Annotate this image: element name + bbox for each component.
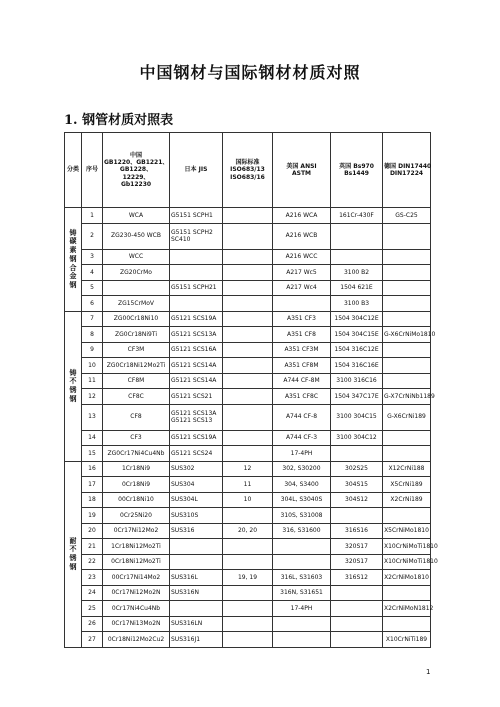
uk-grade-cell bbox=[331, 508, 383, 524]
germany-grade-cell bbox=[383, 280, 431, 296]
header-china bbox=[103, 133, 170, 208]
seq-cell: 15 bbox=[82, 446, 103, 462]
iso-grade-cell bbox=[223, 389, 273, 405]
china-grade-cell: ZG0Cr18Ni9Ti bbox=[103, 327, 170, 343]
usa-grade-cell bbox=[273, 632, 331, 648]
japan-grade-cell bbox=[170, 477, 223, 493]
japan-grade-cell bbox=[170, 311, 223, 327]
usa-grade-cell: A351 CF3 bbox=[273, 311, 331, 327]
germany-grade-cell: X2CrNiMoN1812 bbox=[383, 601, 431, 617]
usa-grade-cell: A216 WCC bbox=[273, 249, 331, 265]
japan-grade-cell bbox=[170, 373, 223, 389]
japan-grade-line: SUS302 bbox=[171, 465, 195, 473]
china-grade-cell: CF3 bbox=[103, 430, 170, 446]
iso-grade-cell bbox=[223, 311, 273, 327]
japan-grade-cell bbox=[170, 570, 223, 586]
japan-grade-cell bbox=[170, 389, 223, 405]
china-grade-cell: CF8M bbox=[103, 373, 170, 389]
japan-grade-line: SUS316LN bbox=[171, 620, 203, 628]
table-row bbox=[65, 404, 431, 430]
japan-grade-cell bbox=[170, 492, 223, 508]
germany-grade-cell: GS-C25 bbox=[383, 208, 431, 224]
header-line: DIN17224 bbox=[389, 170, 424, 177]
japan-grade-line: G5121 SCS24 bbox=[171, 449, 213, 457]
table-row bbox=[65, 632, 431, 648]
usa-grade-cell: 310S, S31008 bbox=[273, 508, 331, 524]
table-row bbox=[65, 327, 431, 343]
category-cell: 耐 不 锈 钢 bbox=[65, 461, 82, 647]
table-row bbox=[65, 523, 431, 539]
japan-grade-line: G5121 SCS19A bbox=[171, 434, 217, 442]
header-line: 中国 bbox=[129, 152, 142, 160]
table-body bbox=[65, 208, 438, 648]
japan-grade-line: G5151 SCPH21 bbox=[171, 284, 217, 292]
header-line: ISO683/13 bbox=[230, 166, 265, 174]
usa-grade-cell: 304L, S3040S bbox=[273, 492, 331, 508]
japan-grade-cell bbox=[170, 461, 223, 477]
iso-grade-cell: 19, 19 bbox=[223, 570, 273, 586]
china-grade-cell: 0Cr18Ni9 bbox=[103, 477, 170, 493]
header-line: GB1228、 bbox=[119, 166, 153, 174]
japan-grade-cell bbox=[170, 554, 223, 570]
iso-grade-cell: 11 bbox=[223, 477, 273, 493]
japan-grade-cell bbox=[170, 358, 223, 374]
table-row bbox=[65, 223, 431, 249]
china-grade-cell: ZG15CrMoV bbox=[103, 296, 170, 312]
seq-cell: 11 bbox=[82, 373, 103, 389]
china-grade-cell: 1Cr18Ni12Mo2Ti bbox=[103, 539, 170, 555]
material-table bbox=[64, 132, 438, 648]
germany-grade-cell bbox=[383, 508, 431, 524]
usa-grade-cell: A351 CF8C bbox=[273, 389, 331, 405]
japan-grade-cell bbox=[170, 208, 223, 224]
iso-grade-cell bbox=[223, 223, 273, 249]
uk-grade-cell: 161Cr-430F bbox=[331, 208, 383, 224]
germany-grade-cell: G-X7CrNiNb1189 bbox=[383, 389, 431, 405]
header-line: Gb12230 bbox=[120, 180, 152, 188]
usa-grade-cell: A744 CF-8M bbox=[273, 373, 331, 389]
table-row bbox=[65, 601, 431, 617]
uk-grade-cell: 302S25 bbox=[331, 461, 383, 477]
japan-grade-line: SUS316 bbox=[171, 527, 195, 535]
seq-cell: 13 bbox=[82, 404, 103, 430]
uk-grade-cell bbox=[331, 616, 383, 632]
seq-cell: 24 bbox=[82, 585, 103, 601]
china-grade-cell: CF8 bbox=[103, 404, 170, 430]
japan-grade-cell bbox=[170, 523, 223, 539]
header-category: 分类 bbox=[65, 133, 82, 208]
usa-grade-cell: 17-4PH bbox=[273, 601, 331, 617]
iso-grade-cell bbox=[223, 280, 273, 296]
header-line: ASTM bbox=[291, 170, 312, 177]
japan-grade-cell bbox=[170, 508, 223, 524]
germany-grade-cell bbox=[383, 446, 431, 462]
china-grade-cell: 0Cr18Ni12Mo2Cu2 bbox=[103, 632, 170, 648]
header-line: 12229、 bbox=[122, 173, 150, 181]
header-germany bbox=[383, 133, 431, 208]
uk-grade-cell bbox=[331, 632, 383, 648]
china-grade-cell: ZG00Cr18Ni10 bbox=[103, 311, 170, 327]
germany-grade-cell: X10CrNiMoTi1810 bbox=[383, 539, 431, 555]
header-line: 德国 DIN17440 bbox=[384, 162, 432, 170]
seq-cell: 26 bbox=[82, 616, 103, 632]
usa-grade-cell: A351 CF3M bbox=[273, 342, 331, 358]
usa-grade-cell: 316L, S31603 bbox=[273, 570, 331, 586]
iso-grade-cell bbox=[223, 616, 273, 632]
table-row bbox=[65, 539, 431, 555]
germany-grade-cell: X10CrNiTi189 bbox=[383, 632, 431, 648]
iso-grade-cell bbox=[223, 208, 273, 224]
seq-cell: 5 bbox=[82, 280, 103, 296]
seq-cell: 18 bbox=[82, 492, 103, 508]
uk-grade-cell: 1504 316C16E bbox=[331, 358, 383, 374]
iso-grade-cell: 10 bbox=[223, 492, 273, 508]
usa-grade-cell: A216 WCA bbox=[273, 208, 331, 224]
table-row bbox=[65, 358, 431, 374]
iso-grade-cell bbox=[223, 249, 273, 265]
table-row bbox=[65, 477, 431, 493]
seq-cell: 3 bbox=[82, 249, 103, 265]
uk-grade-cell: 304S15 bbox=[331, 477, 383, 493]
japan-grade-line: G5121 SCS14A bbox=[171, 361, 217, 369]
germany-grade-cell bbox=[383, 223, 431, 249]
usa-grade-cell: 316, S31600 bbox=[273, 523, 331, 539]
germany-grade-cell bbox=[383, 358, 431, 374]
japan-grade-cell bbox=[170, 280, 223, 296]
usa-grade-cell: 316N, S31651 bbox=[273, 585, 331, 601]
uk-grade-cell bbox=[331, 223, 383, 249]
header-line: GB1220、GB1221、 bbox=[104, 159, 169, 167]
japan-grade-line: SC410 bbox=[171, 236, 191, 243]
germany-grade-cell bbox=[383, 430, 431, 446]
table-row bbox=[65, 265, 431, 281]
japan-grade-line: G5121 SCS21 bbox=[171, 392, 213, 400]
germany-grade-cell bbox=[383, 585, 431, 601]
uk-grade-cell: 1504 304C12E bbox=[331, 311, 383, 327]
china-grade-cell: ZG0Cr18Ni12Mo2Ti bbox=[103, 358, 170, 374]
uk-grade-cell: 3100 304C12 bbox=[331, 430, 383, 446]
japan-grade-cell bbox=[170, 296, 223, 312]
uk-grade-cell: 316S12 bbox=[331, 570, 383, 586]
germany-grade-cell bbox=[383, 342, 431, 358]
china-grade-cell: 0Cr17Ni4Cu4Nb bbox=[103, 601, 170, 617]
germany-grade-cell: X10CrNiMoTi1810 bbox=[383, 554, 431, 570]
japan-grade-cell bbox=[170, 342, 223, 358]
page-number: 1 bbox=[426, 668, 431, 676]
seq-cell: 10 bbox=[82, 358, 103, 374]
iso-grade-cell bbox=[223, 554, 273, 570]
germany-grade-cell bbox=[383, 311, 431, 327]
uk-grade-cell bbox=[331, 601, 383, 617]
germany-grade-cell bbox=[383, 265, 431, 281]
seq-cell: 25 bbox=[82, 601, 103, 617]
uk-grade-cell: 3100 B3 bbox=[331, 296, 383, 312]
japan-grade-line: G5151 SCPH1 bbox=[171, 211, 213, 219]
uk-grade-cell: 1504 621E bbox=[331, 280, 383, 296]
germany-grade-cell: X2CrNiMo1810 bbox=[383, 570, 431, 586]
header-uk bbox=[331, 133, 383, 208]
uk-grade-cell: 320S17 bbox=[331, 539, 383, 555]
japan-grade-line: G5121 SCS13 bbox=[171, 417, 213, 424]
header-line: ISO683/16 bbox=[230, 173, 265, 181]
usa-grade-cell: A351 CF8 bbox=[273, 327, 331, 343]
japan-grade-cell bbox=[170, 585, 223, 601]
japan-grade-line: SUS316N bbox=[171, 589, 199, 597]
table-row bbox=[65, 296, 431, 312]
seq-cell: 16 bbox=[82, 461, 103, 477]
japan-grade-cell bbox=[170, 632, 223, 648]
seq-cell: 21 bbox=[82, 539, 103, 555]
table-row bbox=[65, 249, 431, 265]
uk-grade-cell bbox=[331, 446, 383, 462]
uk-grade-cell: 304S12 bbox=[331, 492, 383, 508]
china-grade-cell: WCA bbox=[103, 208, 170, 224]
page-title: 中国钢材与国际钢材材质对照 bbox=[139, 63, 361, 82]
japan-grade-line: G5121 SCS16A bbox=[171, 346, 217, 354]
table-row bbox=[65, 616, 431, 632]
germany-grade-cell bbox=[383, 373, 431, 389]
japan-grade-cell bbox=[170, 539, 223, 555]
germany-grade-cell: X12CrNi188 bbox=[383, 461, 431, 477]
table-header-row bbox=[65, 133, 431, 208]
table-row bbox=[65, 492, 431, 508]
seq-cell: 4 bbox=[82, 265, 103, 281]
table-row bbox=[65, 342, 431, 358]
usa-grade-cell bbox=[273, 296, 331, 312]
seq-cell: 19 bbox=[82, 508, 103, 524]
japan-grade-cell bbox=[170, 446, 223, 462]
japan-grade-line: SUS310S bbox=[171, 511, 199, 519]
table-row bbox=[65, 430, 431, 446]
uk-grade-cell: 3100 304C15 bbox=[331, 404, 383, 430]
header-line: 国际标准 bbox=[235, 159, 260, 167]
table-row bbox=[65, 570, 431, 586]
seq-cell: 22 bbox=[82, 554, 103, 570]
table-row bbox=[65, 389, 431, 405]
header-iso bbox=[223, 133, 273, 208]
china-grade-cell: 0Cr18Ni12Mo2Ti bbox=[103, 554, 170, 570]
category-cell: 铸 不 锈 钢 bbox=[65, 311, 82, 461]
category-cell: 铸 碳 素 钢 合 金 钢 bbox=[65, 208, 82, 312]
japan-grade-cell bbox=[170, 265, 223, 281]
china-grade-cell: 0Cr25Ni20 bbox=[103, 508, 170, 524]
germany-grade-cell bbox=[383, 249, 431, 265]
table-row bbox=[65, 585, 431, 601]
germany-grade-cell bbox=[383, 296, 431, 312]
japan-grade-cell bbox=[170, 404, 223, 430]
germany-grade-cell: X2CrNi189 bbox=[383, 492, 431, 508]
table-row bbox=[65, 508, 431, 524]
iso-grade-cell bbox=[223, 585, 273, 601]
china-grade-cell: ZG0Cr17Ni4Cu4Nb bbox=[103, 446, 170, 462]
iso-grade-cell: 12 bbox=[223, 461, 273, 477]
china-grade-cell: 0Cr17Ni12Mo2N bbox=[103, 585, 170, 601]
usa-grade-cell: A217 Wc4 bbox=[273, 280, 331, 296]
germany-grade-cell: G-X6CrNi189 bbox=[383, 404, 431, 430]
iso-grade-cell bbox=[223, 601, 273, 617]
usa-grade-cell: A351 CF8M bbox=[273, 358, 331, 374]
japan-grade-line: G5121 SCS13A bbox=[171, 330, 217, 338]
japan-grade-line: G5121 SCS13A bbox=[171, 409, 217, 417]
iso-grade-cell bbox=[223, 508, 273, 524]
usa-grade-cell: 302, S30200 bbox=[273, 461, 331, 477]
iso-grade-cell: 20, 20 bbox=[223, 523, 273, 539]
usa-grade-cell: 17-4PH bbox=[273, 446, 331, 462]
seq-cell: 7 bbox=[82, 311, 103, 327]
uk-grade-cell: 320S17 bbox=[331, 554, 383, 570]
china-grade-cell: 00Cr18Ni10 bbox=[103, 492, 170, 508]
usa-grade-cell bbox=[273, 616, 331, 632]
iso-grade-cell bbox=[223, 265, 273, 281]
germany-grade-cell: X5CrNiMo1810 bbox=[383, 523, 431, 539]
japan-grade-cell bbox=[170, 430, 223, 446]
japan-grade-cell bbox=[170, 601, 223, 617]
usa-grade-cell: A744 CF-8 bbox=[273, 404, 331, 430]
table-row bbox=[65, 208, 431, 224]
iso-grade-cell bbox=[223, 539, 273, 555]
germany-grade-cell bbox=[383, 616, 431, 632]
seq-cell: 9 bbox=[82, 342, 103, 358]
seq-cell: 23 bbox=[82, 570, 103, 586]
header-line: Bs1449 bbox=[344, 170, 369, 177]
usa-grade-cell: A216 WCB bbox=[273, 223, 331, 249]
china-grade-cell: WCC bbox=[103, 249, 170, 265]
china-grade-cell: ZG230-450 WCB bbox=[103, 223, 170, 249]
japan-grade-line: G5151 SCPH2 bbox=[171, 228, 213, 236]
table-row bbox=[65, 446, 431, 462]
usa-grade-cell bbox=[273, 539, 331, 555]
japan-grade-cell bbox=[170, 249, 223, 265]
uk-grade-cell: 3100 B2 bbox=[331, 265, 383, 281]
table-row bbox=[65, 311, 431, 327]
usa-grade-cell bbox=[273, 554, 331, 570]
iso-grade-cell bbox=[223, 296, 273, 312]
iso-grade-cell bbox=[223, 342, 273, 358]
japan-grade-line: SUS316J1 bbox=[171, 635, 201, 643]
japan-grade-cell bbox=[170, 327, 223, 343]
uk-grade-cell: 316S16 bbox=[331, 523, 383, 539]
usa-grade-cell: 304, S3400 bbox=[273, 477, 331, 493]
seq-cell: 12 bbox=[82, 389, 103, 405]
seq-cell: 1 bbox=[82, 208, 103, 224]
china-grade-cell: 00Cr17Ni14Mo2 bbox=[103, 570, 170, 586]
header-japan: 日本 JIS bbox=[170, 133, 223, 208]
section-heading: 1. 钢管材质对照表 bbox=[64, 113, 174, 128]
uk-grade-cell: 3100 316C16 bbox=[331, 373, 383, 389]
table-row bbox=[65, 554, 431, 570]
seq-cell: 17 bbox=[82, 477, 103, 493]
china-grade-cell: 0Cr17Ni13Mo2N bbox=[103, 616, 170, 632]
uk-grade-cell: 1504 347C17E bbox=[331, 389, 383, 405]
japan-grade-line: SUS304L bbox=[171, 496, 198, 504]
japan-grade-line: G5121 SCS19A bbox=[171, 315, 217, 323]
china-grade-cell: CF8C bbox=[103, 389, 170, 405]
uk-grade-cell bbox=[331, 249, 383, 265]
iso-grade-cell bbox=[223, 358, 273, 374]
header-line: 英国 Bs970 bbox=[339, 162, 374, 170]
seq-cell: 6 bbox=[82, 296, 103, 312]
header-usa bbox=[273, 133, 331, 208]
germany-grade-cell: G-X6CrNiMo1810 bbox=[383, 327, 431, 343]
table-row bbox=[65, 280, 431, 296]
china-grade-cell: 1Cr18Ni9 bbox=[103, 461, 170, 477]
germany-grade-cell: X5CrNi189 bbox=[383, 477, 431, 493]
japan-grade-cell bbox=[170, 223, 223, 249]
header-line: 美国 ANSI bbox=[286, 162, 317, 170]
china-grade-cell bbox=[103, 280, 170, 296]
uk-grade-cell bbox=[331, 585, 383, 601]
iso-grade-cell bbox=[223, 327, 273, 343]
iso-grade-cell bbox=[223, 430, 273, 446]
seq-cell: 8 bbox=[82, 327, 103, 343]
iso-grade-cell bbox=[223, 446, 273, 462]
japan-grade-cell bbox=[170, 616, 223, 632]
china-grade-cell: 0Cr17Ni12Mo2 bbox=[103, 523, 170, 539]
iso-grade-cell bbox=[223, 404, 273, 430]
uk-grade-cell: 1504 316C12E bbox=[331, 342, 383, 358]
china-grade-cell: ZG20CrMo bbox=[103, 265, 170, 281]
header-seq: 序号 bbox=[82, 133, 103, 208]
japan-grade-line: G5121 SCS14A bbox=[171, 377, 217, 385]
seq-cell: 14 bbox=[82, 430, 103, 446]
china-grade-cell: CF3M bbox=[103, 342, 170, 358]
seq-cell: 2 bbox=[82, 223, 103, 249]
uk-grade-cell: 1504 304C15E bbox=[331, 327, 383, 343]
seq-cell: 27 bbox=[82, 632, 103, 648]
japan-grade-line: SUS316L bbox=[171, 573, 198, 581]
iso-grade-cell bbox=[223, 632, 273, 648]
usa-grade-cell: A744 CF-3 bbox=[273, 430, 331, 446]
table-row bbox=[65, 461, 431, 477]
japan-grade-line: SUS304 bbox=[171, 480, 195, 488]
table-row bbox=[65, 373, 431, 389]
iso-grade-cell bbox=[223, 373, 273, 389]
seq-cell: 20 bbox=[82, 523, 103, 539]
usa-grade-cell: A217 Wc5 bbox=[273, 265, 331, 281]
